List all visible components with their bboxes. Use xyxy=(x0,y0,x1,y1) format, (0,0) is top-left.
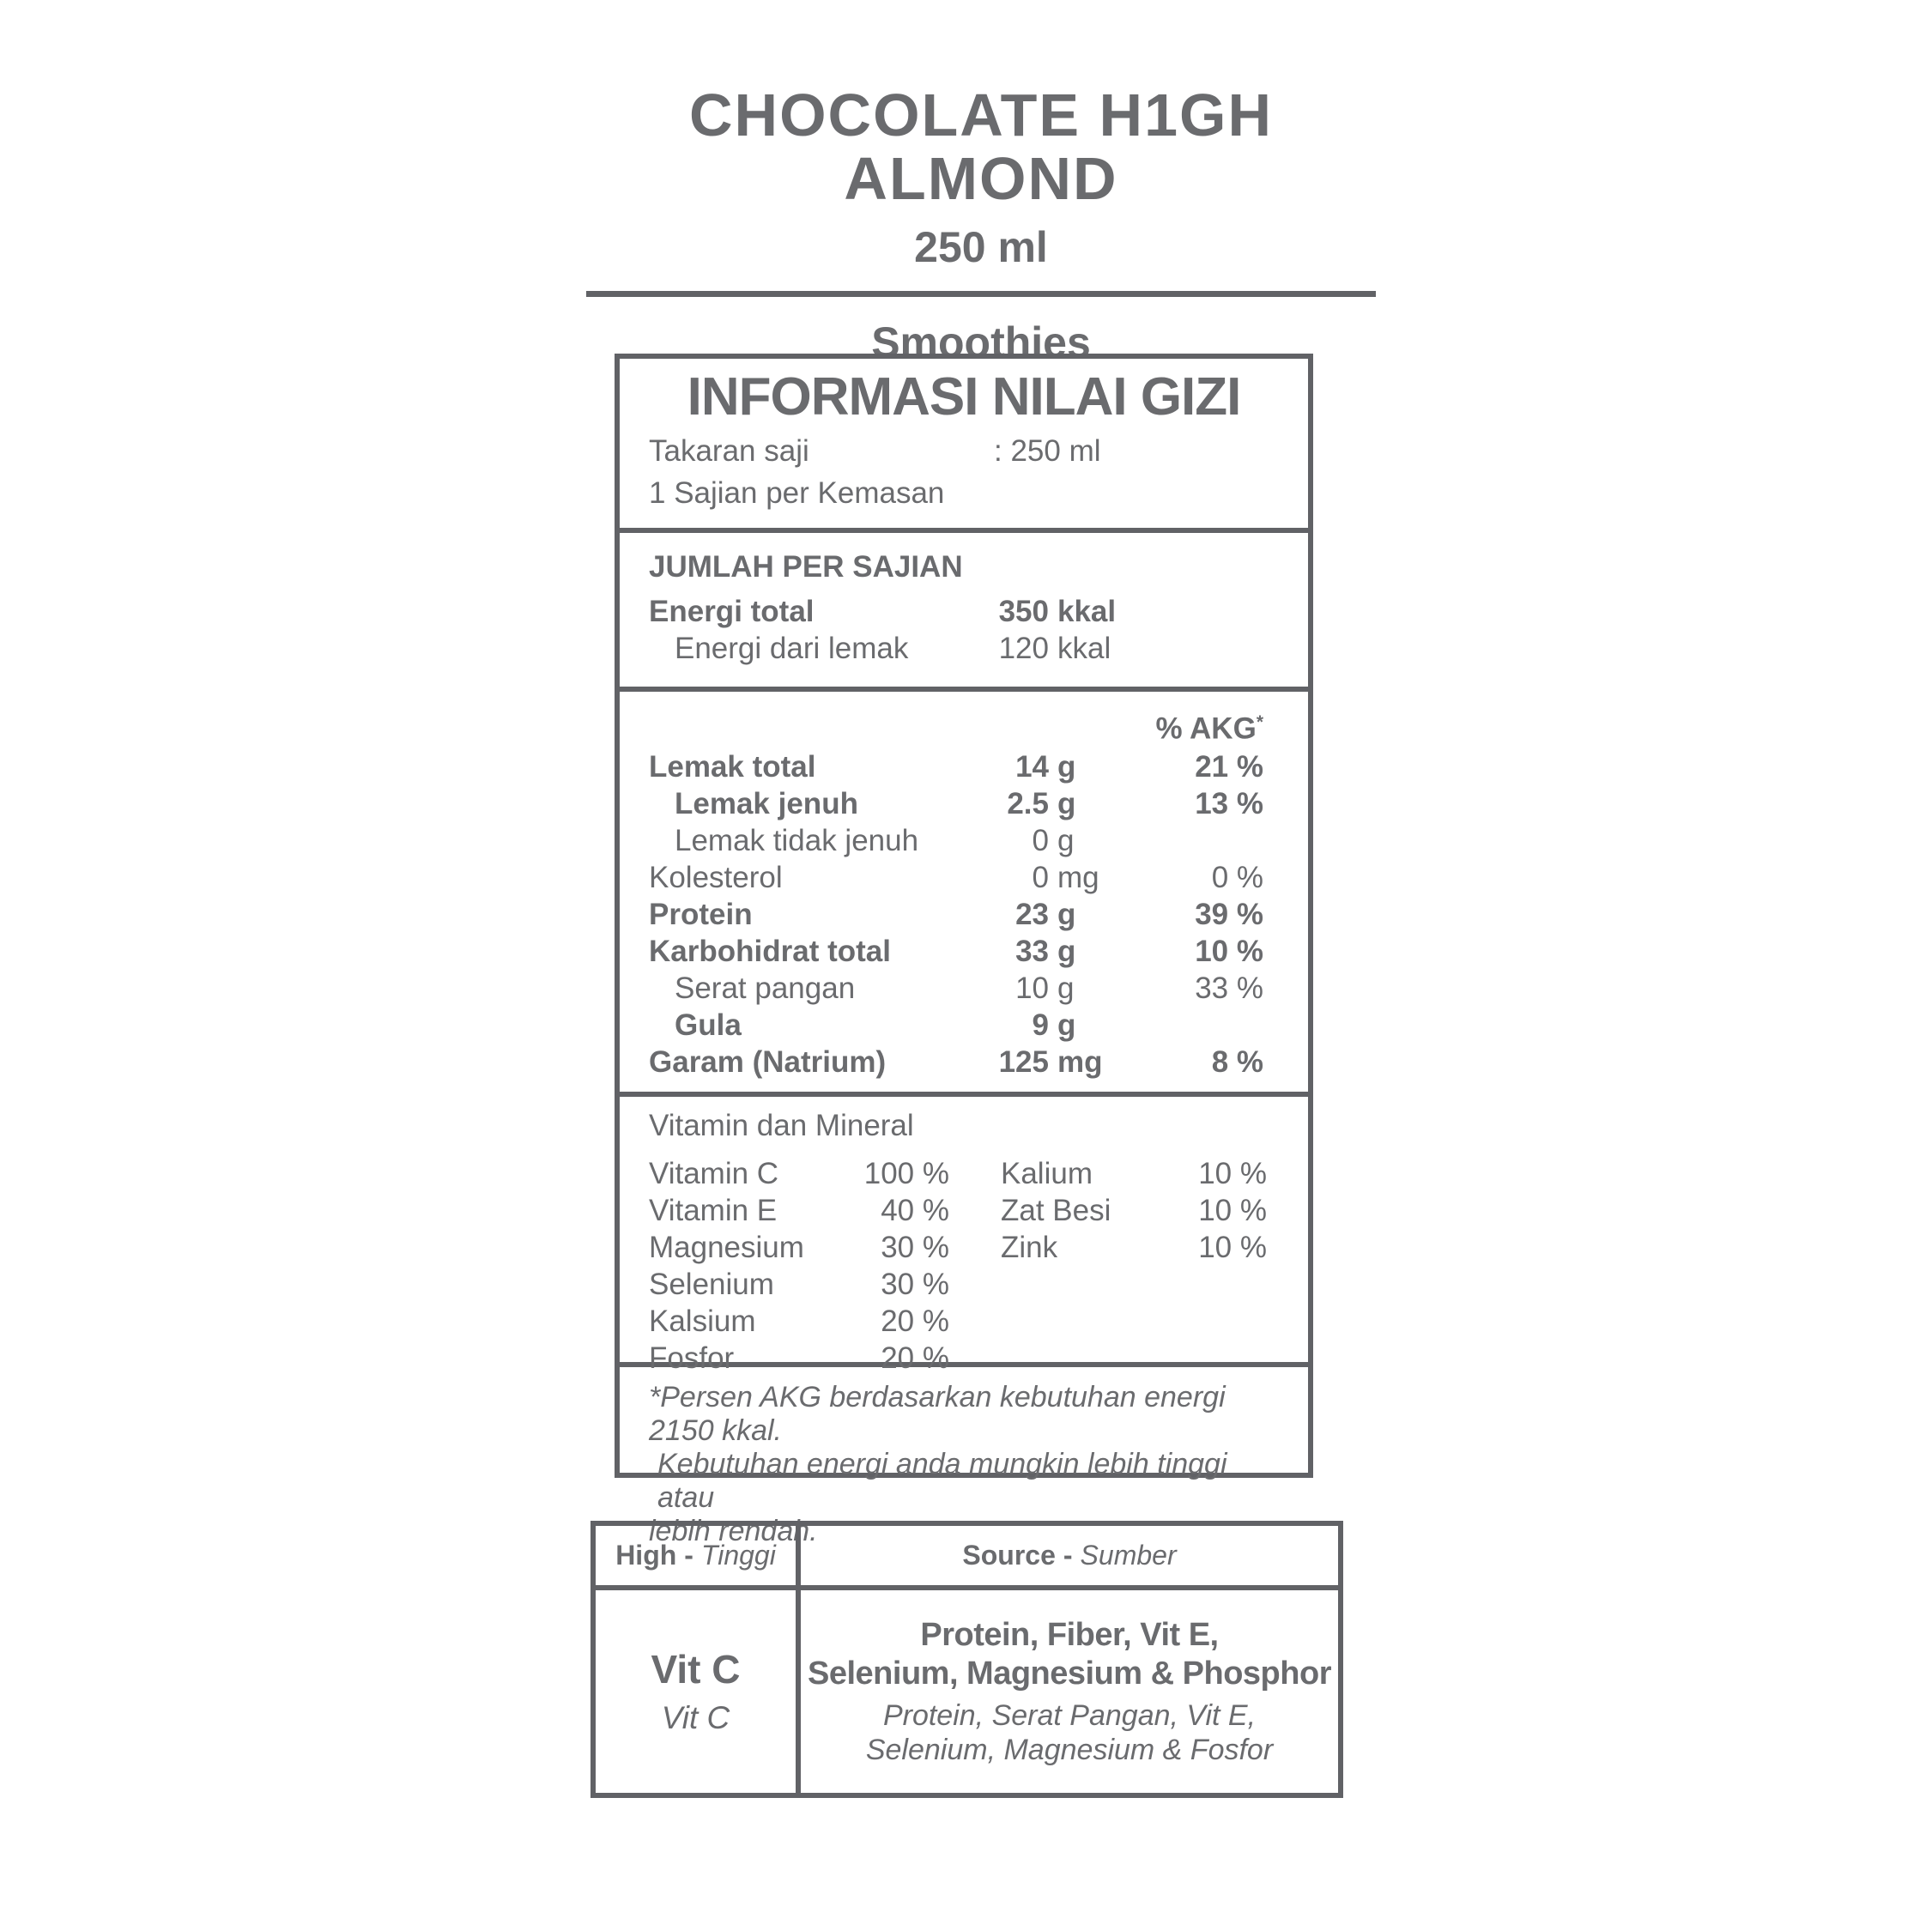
vitamin-akg: 40 % xyxy=(881,1194,949,1227)
title-divider-rule xyxy=(586,291,1376,297)
energy-from-fat-label: Energi dari lemak xyxy=(675,632,909,665)
high-header-id: Tinggi xyxy=(700,1540,776,1571)
vitamin-label: Vitamin E xyxy=(649,1194,778,1227)
nutrient-unit: g xyxy=(1057,972,1075,1005)
source-header-en: Source xyxy=(962,1540,1056,1571)
nutrient-akg: 13 % xyxy=(1195,787,1263,820)
vitamin-row-kalsium xyxy=(649,1303,949,1340)
nutrient-label: Kolesterol xyxy=(649,861,783,894)
vitamins-columns xyxy=(620,1155,1308,1377)
nutrient-unit: g xyxy=(1057,824,1075,857)
vitamin-row-fosfor xyxy=(649,1340,949,1377)
high-header-separator: - xyxy=(684,1540,693,1571)
high-value-en: Vit C xyxy=(651,1647,741,1692)
title-block xyxy=(586,84,1376,367)
source-value-en-line: Protein, Fiber, Vit E, xyxy=(920,1617,1219,1653)
nutrient-akg: 0 % xyxy=(1211,861,1263,894)
vitamin-label: Magnesium xyxy=(649,1231,804,1264)
energy-unit: kkal xyxy=(1057,595,1117,628)
vitamin-row-selenium xyxy=(649,1266,949,1303)
footnote-line: lebih rendah. xyxy=(649,1515,818,1547)
vitamins-column-left xyxy=(649,1155,949,1377)
nutrient-row-sodium xyxy=(620,1044,1308,1081)
nutrient-row-total-fat xyxy=(620,748,1308,785)
nutrient-unit: g xyxy=(1057,1008,1076,1042)
footnote-line: Kebutuhan energi anda mungkin lebih tinggi atau xyxy=(657,1448,1227,1514)
nutrient-label: Karbohidrat total xyxy=(649,935,891,968)
nutrient-amount: 33 xyxy=(1015,935,1049,968)
nutrient-row-dietary-fiber xyxy=(620,970,1308,1007)
nfp-header-section xyxy=(620,367,1308,528)
product-title: CHOCOLATE H1GH ALMOND xyxy=(688,82,1274,212)
nutrient-row-sugar xyxy=(620,1007,1308,1044)
nutrient-akg: 10 % xyxy=(1195,935,1263,968)
vitamin-label: Vitamin C xyxy=(649,1157,779,1190)
energy-row xyxy=(620,593,1308,630)
source-value-id xyxy=(866,1698,1273,1767)
serving-size-value: : 250 ml xyxy=(994,434,1101,468)
nutrient-row-total-carbohydrate xyxy=(620,933,1308,970)
nutrient-label: Lemak jenuh xyxy=(675,787,858,820)
claims-body-row xyxy=(596,1590,1338,1793)
vitamin-akg: 10 % xyxy=(1198,1157,1267,1190)
nutrient-label: Serat pangan xyxy=(675,972,856,1005)
source-value-en-line: Selenium, Magnesium & Phosphor xyxy=(808,1656,1331,1692)
energy-from-fat-unit: kkal xyxy=(1057,632,1111,665)
nutrient-akg: 8 % xyxy=(1211,1045,1263,1079)
vitamin-akg: 20 % xyxy=(881,1341,949,1375)
serving-size-row xyxy=(620,433,1308,469)
serving-size-label: Takaran saji xyxy=(649,434,809,468)
nutrient-amount: 9 xyxy=(1032,1008,1049,1042)
nutrient-row-saturated-fat xyxy=(620,785,1308,822)
nutrient-row-cholesterol xyxy=(620,859,1308,896)
energy-amount: 350 xyxy=(998,595,1049,628)
claims-source-cell xyxy=(801,1590,1338,1793)
nutrient-amount: 2.5 xyxy=(1007,787,1049,820)
vitamin-row-vitamin-e xyxy=(649,1192,949,1229)
vitamins-minerals-section xyxy=(620,1092,1308,1375)
energy-from-fat-row xyxy=(620,630,1308,667)
vitamin-akg: 20 % xyxy=(881,1304,949,1338)
nutrient-amount: 14 xyxy=(1015,750,1049,784)
energy-from-fat-amount: 120 xyxy=(998,632,1049,665)
nutrient-label: Lemak tidak jenuh xyxy=(675,824,919,857)
high-header-en: High xyxy=(615,1540,677,1571)
vitamin-label: Kalium xyxy=(1001,1157,1093,1190)
nutrient-label: Garam (Natrium) xyxy=(649,1045,887,1079)
vitamins-title: Vitamin dan Mineral xyxy=(649,1109,914,1142)
vitamin-row-kalium xyxy=(1001,1155,1267,1192)
claims-table xyxy=(591,1521,1343,1798)
nutrient-akg: 21 % xyxy=(1195,750,1263,784)
vitamin-row-vitamin-c xyxy=(649,1155,949,1192)
nutrient-label: Gula xyxy=(675,1008,742,1042)
vitamin-akg: 30 % xyxy=(881,1231,949,1264)
nfp-title: INFORMASI NILAI GIZI xyxy=(687,367,1241,427)
daily-value-header: % AKG* xyxy=(1155,711,1263,746)
nutrient-amount: 10 xyxy=(1015,972,1049,1005)
nutrient-amount: 0 xyxy=(1032,861,1049,894)
servings-per-package: 1 Sajian per Kemasan xyxy=(649,476,945,510)
nutrient-unit: mg xyxy=(1057,1045,1103,1079)
nutrient-unit: g xyxy=(1057,750,1076,784)
vitamin-akg: 30 % xyxy=(881,1268,949,1301)
nutrient-akg: 33 % xyxy=(1195,972,1263,1005)
product-category: Smoothies xyxy=(871,318,1091,366)
energy-label: Energi total xyxy=(649,595,815,628)
nutrient-label: Lemak total xyxy=(649,750,816,784)
nutrient-row-protein xyxy=(620,896,1308,933)
claims-header-high xyxy=(596,1526,801,1585)
nutrient-amount: 0 xyxy=(1032,824,1049,857)
high-value-id: Vit C xyxy=(661,1700,730,1735)
amount-per-serving-section xyxy=(620,528,1308,687)
vitamin-label: Selenium xyxy=(649,1268,774,1301)
vitamin-row-zink xyxy=(1001,1229,1267,1266)
footnote-line: *Persen AKG berdasarkan kebutuhan energi 2150 kkal. xyxy=(649,1381,1226,1447)
source-header-separator: - xyxy=(1063,1540,1073,1571)
servings-per-package-row xyxy=(620,475,1308,512)
daily-value-asterisk: * xyxy=(1256,712,1263,732)
vitamin-akg: 10 % xyxy=(1198,1231,1267,1264)
akg-footnote-section xyxy=(620,1362,1308,1547)
vitamin-label: Fosfor xyxy=(649,1341,735,1375)
nutrient-unit: g xyxy=(1057,898,1076,931)
claims-high-cell xyxy=(596,1590,801,1793)
nutrient-amount: 125 xyxy=(998,1045,1049,1079)
nutrition-facts-panel xyxy=(615,354,1313,1547)
vitamin-label: Zink xyxy=(1001,1231,1058,1264)
nutrient-unit: g xyxy=(1057,935,1076,968)
product-volume: 250 ml xyxy=(914,223,1048,271)
daily-value-header-row xyxy=(620,704,1308,748)
vitamin-label: Zat Besi xyxy=(1001,1194,1111,1227)
vitamin-row-zat-besi xyxy=(1001,1192,1267,1229)
amount-per-serving-title: JUMLAH PER SAJIAN xyxy=(649,550,963,584)
claims-header-source xyxy=(801,1526,1338,1585)
nutrient-amount: 23 xyxy=(1015,898,1049,931)
source-value-id-line: Protein, Serat Pangan, Vit E, xyxy=(882,1699,1257,1732)
vitamins-column-right xyxy=(1001,1155,1267,1377)
source-value-id-line: Selenium, Magnesium & Fosfor xyxy=(865,1734,1274,1766)
source-header-id: Sumber xyxy=(1080,1540,1177,1571)
source-value-en xyxy=(808,1616,1331,1693)
nutrient-row-unsaturated-fat xyxy=(620,822,1308,859)
nutrients-section xyxy=(620,687,1308,1092)
vitamin-label: Kalsium xyxy=(649,1304,756,1338)
nutrient-akg: 39 % xyxy=(1195,898,1263,931)
nutrient-unit: mg xyxy=(1057,861,1099,894)
vitamin-akg: 100 % xyxy=(863,1157,949,1190)
claims-header-row xyxy=(596,1526,1338,1590)
nutrient-label: Protein xyxy=(649,898,753,931)
nutrient-unit: g xyxy=(1057,787,1076,820)
vitamin-row-magnesium xyxy=(649,1229,949,1266)
vitamin-akg: 10 % xyxy=(1198,1194,1267,1227)
